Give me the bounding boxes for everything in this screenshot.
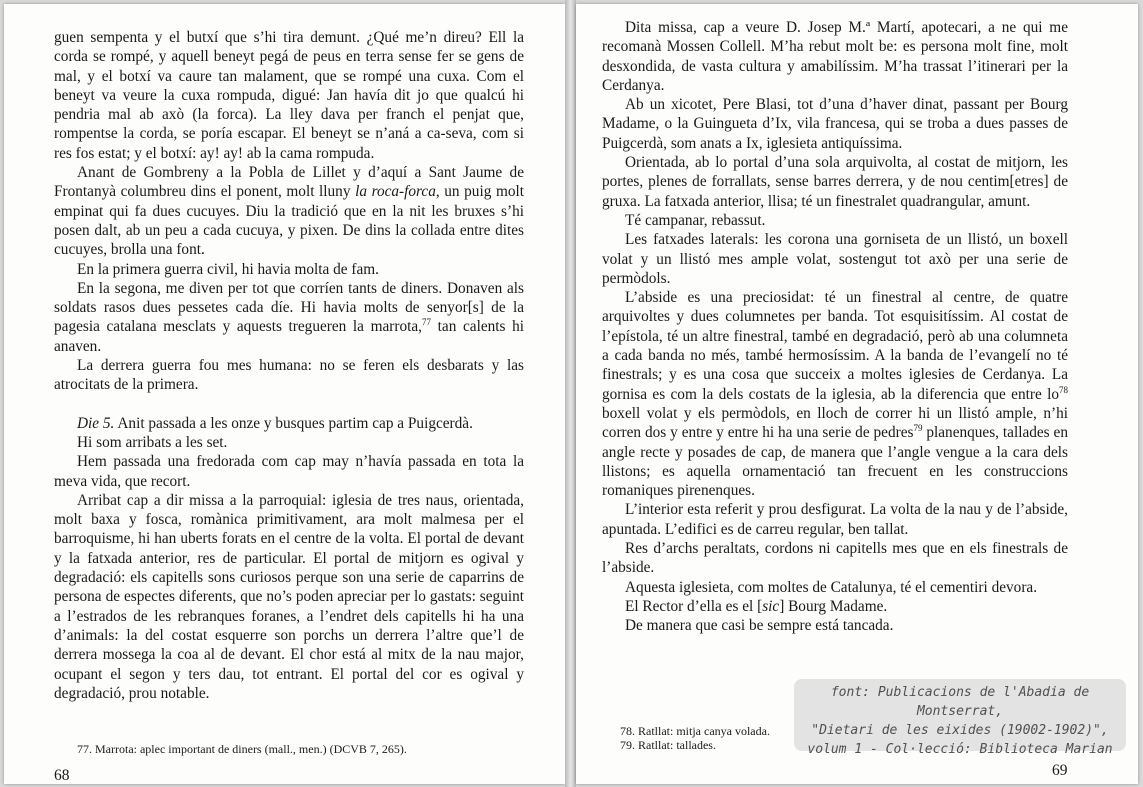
paragraph: La derrera guerra fou mes humana: no se feren els desbarats y las atrocitats de la primera. bbox=[54, 357, 524, 394]
footnote-ref: 77 bbox=[422, 317, 432, 328]
paragraph: Dita missa, cap a veure D. Josep M.ª Martí, apotecari, a ne qui me recomanà Mossen Collell. M’ha rebut molt be: es persona molt fine, molt desxondida, de vasta cultura y amabilíssim. M’ha trassat l’itinerari per la Cerdanya. bbox=[602, 19, 1068, 94]
footnote-ref: 78 bbox=[1059, 384, 1068, 395]
footnote: 78. Ratllat: mitja canya volada. bbox=[620, 724, 770, 738]
right-page-body bbox=[602, 18, 1068, 636]
page-number-right: 69 bbox=[1052, 762, 1068, 779]
paragraph: El Rector d’ella es el [sic] Bourg Madame. bbox=[625, 597, 888, 615]
left-page-body bbox=[54, 28, 524, 703]
paragraph: Anant de Gombreny a la Pobla de Lillet y d’aquí a Sant Jaume de Frontanyà columbreu dins el ponent, molt lluny la roca-forca, un puig molt empinat qui fa dues cucuyes. Diu la tradició que en la nit les bruxes s’hi posen dalt, ab un peu a cada cucuya, y pixen. De dins la collada entre dites cucuyes, brolla una font. bbox=[54, 164, 524, 259]
left-page bbox=[4, 4, 565, 784]
source-credit-overlay bbox=[794, 679, 1126, 757]
credit-line: "Dietari de les eixides (19002-1902)", bbox=[811, 723, 1109, 738]
paragraph: Hi som arribats a les set. bbox=[77, 433, 228, 451]
paragraph: L’interior esta referit y prou desfigurat. La volta de la nau y de l’abside, apuntada. L’edifici es de carreu regular, ben tallat. bbox=[602, 501, 1068, 538]
credit-line: volum 1 - Col·lecció: Biblioteca Marian bbox=[807, 742, 1113, 757]
paragraph: De manera que casi be sempre está tancada. bbox=[625, 617, 894, 635]
paragraph: En la segona, me diven per tot que corríen tants de diners. Donaven als soldats rasos dues pessetes cada díe. Hi havia molts de senyor[s] de la pagesia catalana mesclats y aquests tregueren la marrota,$^{77}$ tan calents hi anaven. bbox=[54, 279, 525, 355]
paragraph: Res d’archs peraltats, cordons ni capitells mes que en els finestrals de l’abside. bbox=[602, 540, 1068, 577]
paragraph: Ab un xicotet, Pere Blasi, tot d’una d’haver dinat, passant per Bourg Madame, o la Guingueta d’Ix, vila francesa, qui se troba a dues passes de Puigcerdà, som anats a Ix, iglesieta antiquíssima. bbox=[602, 96, 1068, 152]
credit-line: font: Publicacions de l'Abadia de Montserrat, bbox=[830, 685, 1090, 719]
footnote-ref: 79 bbox=[913, 423, 923, 434]
left-footnotes bbox=[54, 742, 524, 756]
paragraph: Hem passada una fredorada com cap may n’havía passada en tota la meva vida, que recort. bbox=[54, 453, 524, 490]
footnote: 77. Marrota: aplec important de diners (mall., men.) (DCVB 7, 265). bbox=[77, 742, 407, 756]
paragraph: Orientada, ab lo portal d’una sola arquivolta, al costat de mitjorn, les portes, plenes de forrallats, sense barres derrera, y de nou centim[etres] de gruxa. La fatxada anterior, llisa; té un finestralet quadrangular, amunt. bbox=[602, 154, 1068, 210]
paragraph: L’abside es una preciosidat: té un finestral al centre, de quatre arquivoltes y dues columnetes per banda. Tot esquisitíssim. Al costat de l’epístola, té un altre finestral, també en degradació, però ab una columneta a cada banda no més, també hermosíssim. A la banda de l’evangelí no té finestrals; y es una cosa que succeix a moltes iglesies de Cerdanya. La gornisa es com la dels costats de la iglesia, ab la diferencia que entre $lo^{78}$ boxell volat y els permòdols, en lloch de correr hi un llistó ample, n’hi corren dos y entre y entre hi ha una serie de pedres$^{79}$ planenques, tallades en angle recte y posades de cap, de manera que l’angle vengue a la cara dels llistons; es aquella ornamentació tan frecuent en les construccions romaniques pirenenques. bbox=[602, 289, 1068, 500]
paragraph: Les fatxades laterals: les corona una gorniseta de un llistó, un boxell volat y un llistó mes ample volat, sostengut tot axò per una serie de permòdols. bbox=[602, 231, 1068, 287]
right-page bbox=[576, 4, 1138, 784]
paragraph: Té campanar, rebassut. bbox=[625, 211, 766, 229]
paragraph: Die 5. Anit passada a les onze y busques partim cap a Puigcerdà. bbox=[77, 414, 473, 432]
paragraph: Aquesta iglesieta, com moltes de Catalunya, té el cementiri devora. bbox=[625, 578, 1038, 596]
page-number-left: 68 bbox=[54, 767, 70, 784]
book-gutter bbox=[565, 0, 576, 787]
paragraph: Arribat cap a dir missa a la parroquial: iglesia de tres naus, orientada, molt baxa y fosca, romànica primitivament, ara molt malmesa per el barroquisme, hi han uberts forats en el centre de la volta. El portal de devant y la fatxada anterior, res de particular. El portal de mitjorn es ogival y degradació: els capitells sons curiosos perque son una serie de caparrins de persona de espectes diferents, que no’s poden apreciar per lo gastats: seguint a l’estrados de les rebranques foranes, a l’endret dels capitells hi ha una d’animals: la del costat esquerre son porchs un derrera l’altre que’l de derrera mossega la coa al de devant. El chor está al mitx de la nau major, ocupant el segon y ters dau, tot entrant. El portal del cor es ogival y degradació, prou notable. bbox=[54, 491, 524, 702]
paragraph: En la primera guerra civil, hi havia molta de fam. bbox=[77, 260, 379, 278]
footnote: 79. Ratllat: tallades. bbox=[620, 738, 716, 752]
paragraph: guen sempenta y el butxí que s’hi tira demunt. ¿Qué me’n direu? Ell la corda se rompé, y aquell beneyt pegá de peus en terra sense fer se gens de mal, y el botxí va caure tan malament, que se rompé una cuxa. Com el beneyt va veure la cuxa rompuda, digué: Jan havía dit jo que qualcú hi pendria mal ab axò (la forca). La lley dava per franch el penjat que, rompentse la corda, se poría escapar. El beneyt se n’aná a ca-seva, com si res fos estat; y el botxí: ay! ay! ab la cama rompuda. bbox=[54, 29, 524, 162]
